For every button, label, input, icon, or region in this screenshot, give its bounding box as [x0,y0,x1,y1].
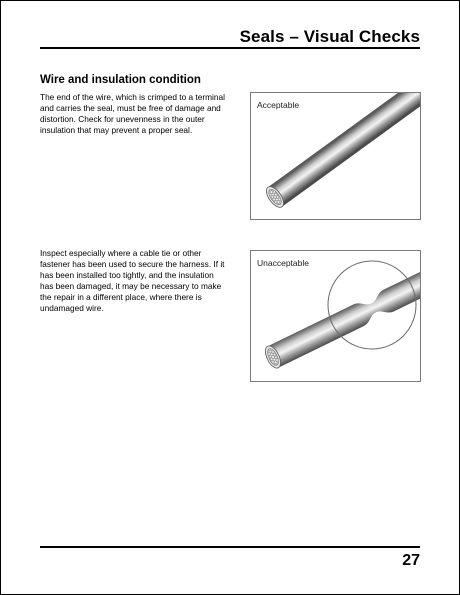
footer-divider [40,546,420,548]
paragraph-cable-tie: Inspect especially where a cable tie or other fastener has been used to secure the harness. If it has been installed too tightly, and the insulation has been damaged, it may be necessary to make the repair in a different place, where there is undamaged wire. [40,248,225,313]
acceptable-wire-illustration [251,93,420,219]
paragraph-wire-end: The end of the wire, which is crimped to a terminal and carries the seal, must be free of damage and distortion. Check for unevenness in the outer insulation that may prevent a proper seal. [40,92,225,135]
section-heading: Wire and insulation condition [40,74,201,86]
figure-unacceptable-wire [250,250,421,382]
figure-label-unacceptable: Unacceptable [257,258,309,268]
unacceptable-wire-illustration [251,251,420,381]
figure-label-acceptable: Acceptable [257,100,300,110]
figure-acceptable-wire [250,92,421,220]
page-title: Seals – Visual Checks [239,27,420,46]
header-divider [40,47,420,49]
page-number: 27 [402,552,420,569]
